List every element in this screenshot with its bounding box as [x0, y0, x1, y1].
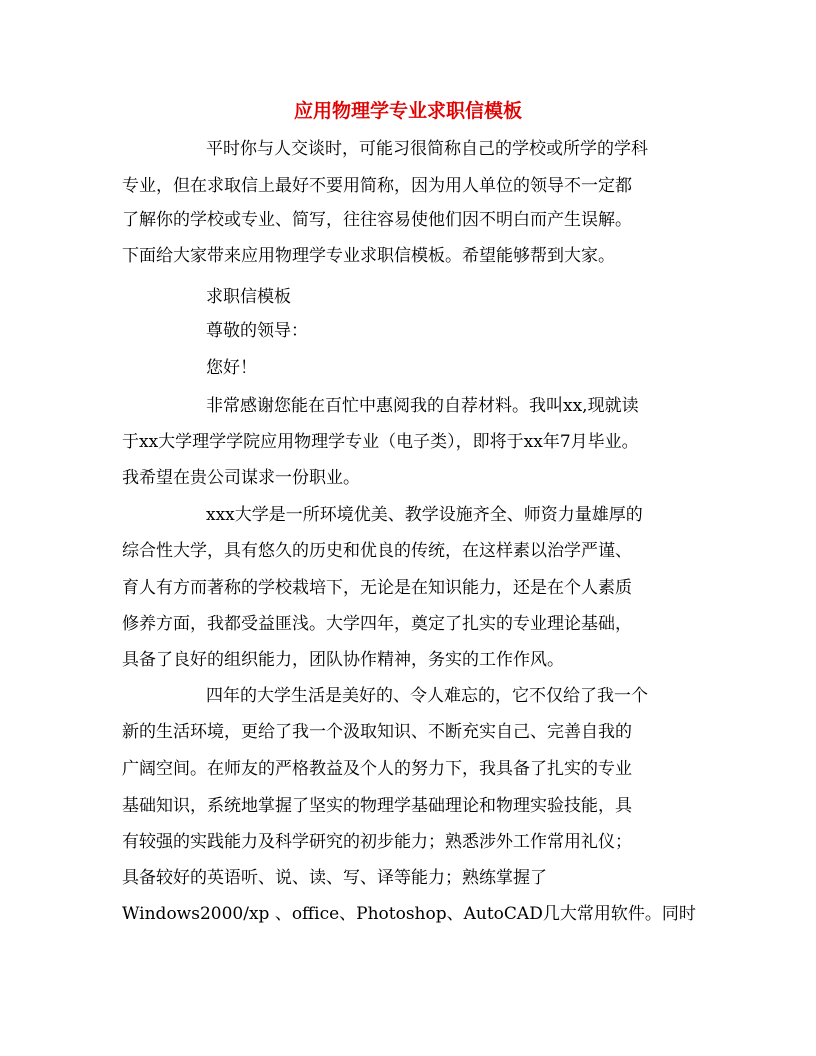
paragraph-line: 非常感谢您能在百忙中惠阅我的自荐材料。我叫xx,现就读	[206, 396, 639, 416]
paragraph-line: 具备了良好的组织能力，团队协作精神，务实的工作作风。	[122, 650, 564, 670]
paragraph-line: xxx大学是一所环境优美、教学设施齐全、师资力量雄厚的	[206, 505, 643, 525]
paragraph-line: 综合性大学，具有悠久的历史和优良的传统，在这样素以治学严谨、	[122, 541, 632, 561]
paragraph-line: 下面给大家带来应用物理学专业求职信模板。希望能够帮到大家。	[122, 246, 615, 266]
paragraph-line: 平时你与人交谈时，可能习很简称自己的学校或所学的学科	[206, 139, 648, 159]
paragraph-line: 四年的大学生活是美好的、令人难忘的，它不仅给了我一个	[206, 686, 648, 706]
document-title: 应用物理学专业求职信模板	[293, 100, 522, 122]
paragraph-line: 育人有方而著称的学校栽培下，无论是在知识能力，还是在个人素质	[122, 578, 632, 598]
paragraph-line: 有较强的实践能力及科学研究的初步能力；熟悉涉外工作常用礼仪；	[122, 832, 632, 852]
paragraph-line: 修养方面，我都受益匪浅。大学四年，奠定了扎实的专业理论基础，	[122, 614, 632, 634]
paragraph-line: 基础知识，系统地掌握了坚实的物理学基础理论和物理实验技能，具	[122, 796, 632, 816]
paragraph-line: 具备较好的英语听、说、读、写、译等能力；熟练掌握了	[122, 868, 547, 888]
paragraph-line: 尊敬的领导：	[206, 321, 308, 341]
paragraph-line: 专业，但在求取信上最好不要用简称，因为用人单位的领导不一定都	[122, 176, 632, 196]
paragraph-line: 了解你的学校或专业、简写，往往容易使他们因不明白而产生误解。	[122, 210, 632, 230]
paragraph-line: 于xx大学理学学院应用物理学专业（电子类），即将于xx年7月毕业。	[122, 432, 639, 452]
paragraph-line: 您好！	[206, 358, 257, 378]
paragraph-line: 我希望在贵公司谋求一份职业。	[122, 468, 360, 488]
paragraph-line: Windows2000/xp 、office、Photoshop、AutoCAD几大常用软件。同时	[122, 904, 696, 924]
paragraph-line: 求职信模板	[206, 287, 291, 307]
paragraph-line: 新的生活环境，更给了我一个汲取知识、不断充实自己、完善自我的	[122, 722, 632, 742]
paragraph-line: 广阔空间。在师友的严格教益及个人的努力下，我具备了扎实的专业	[122, 759, 632, 779]
